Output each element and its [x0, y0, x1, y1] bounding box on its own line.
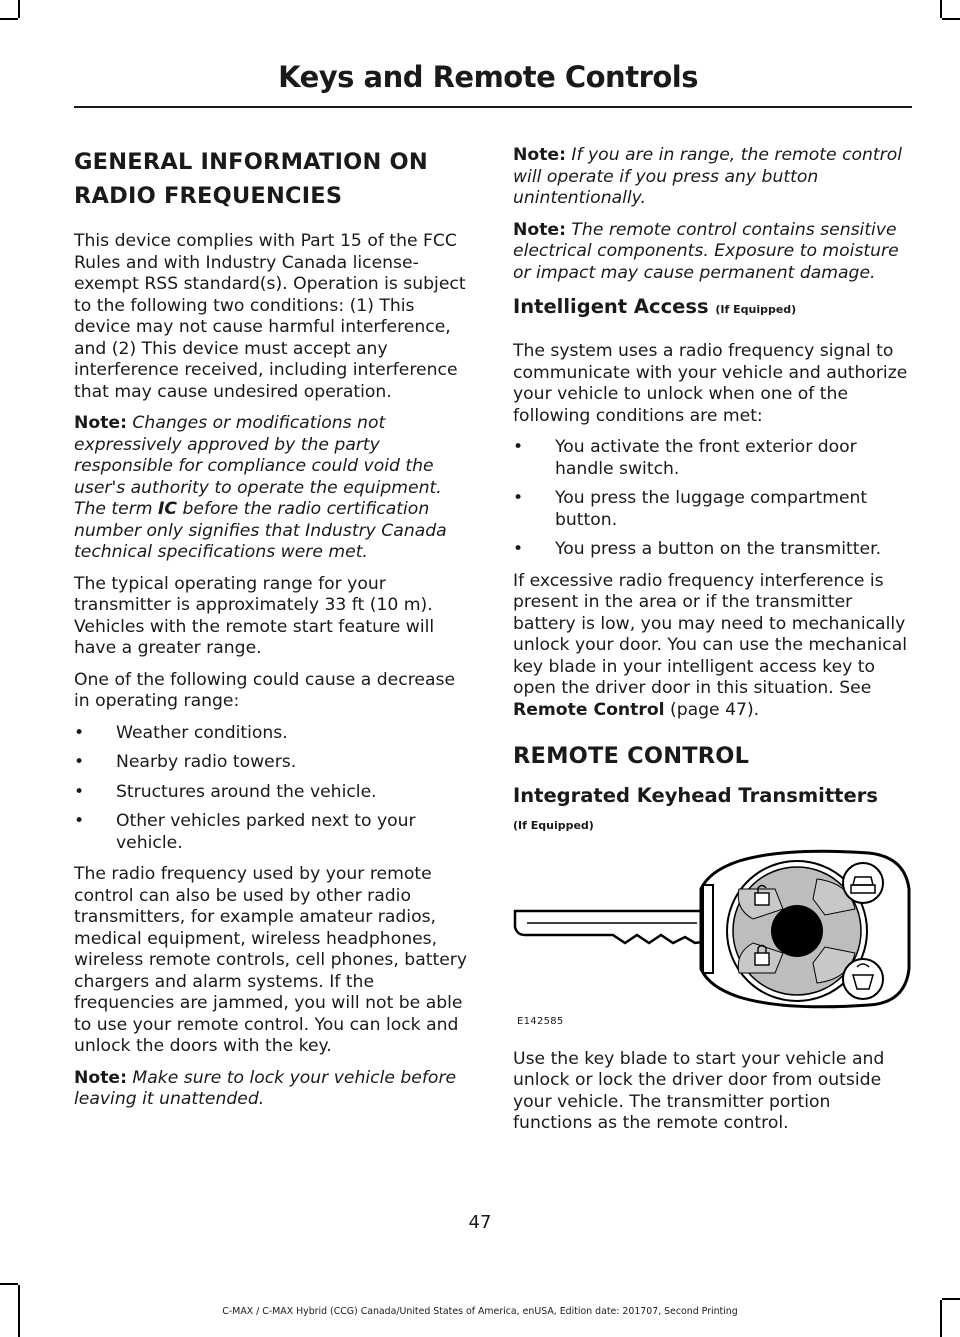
- page-footer: C-MAX / C-MAX Hybrid (CCG) Canada/United States of America, enUSA, Edition date: 201707, Second Printing: [222, 1306, 738, 1317]
- interference-paragraph: If excessive radio frequency interference is present in the area or if the transmitter battery is low, you may need to mechanically unlock your door. You can use the mechanical key blade in your intelligent access key to open the driver door in this situation. See Remote Control (page 47).: [513, 570, 908, 720]
- unlock-conditions-list: [513, 437, 911, 561]
- fcc-compliance-paragraph: This device complies with Part 15 of the FCC Rules and with Industry Canada license-exempt RSS standard(s). Operation is subject to the following two conditions: (1) This device may not cause harmful interference, and (2) This device must accept any interference received, including interference that may cause undesired operation.: [74, 231, 466, 402]
- range-factors-list: [74, 723, 476, 855]
- note-sensitive-components: Note: The remote control contains sensitive electrical components. Exposure to moisture or impact may cause permanent damage.: [513, 219, 899, 283]
- section-heading-remote-control: REMOTE CONTROL: [513, 743, 750, 769]
- operating-range-paragraph: The typical operating range for your transmitter is approximately 33 ft (10 m). Vehicles with the remote start feature will have a greater range.: [74, 573, 435, 658]
- page-header: [74, 58, 912, 108]
- crop-mark: [940, 0, 942, 18]
- left-column: [74, 145, 476, 1121]
- crop-mark: [942, 18, 960, 20]
- subheading-intelligent-access: Intelligent Access (If Equipped): [513, 295, 797, 318]
- section-heading-radio-frequencies: GENERAL INFORMATION ON RADIO FREQUENCIES: [74, 149, 428, 209]
- crop-mark: [942, 1298, 960, 1300]
- right-column: [513, 145, 911, 1145]
- list-item: • Nearby radio towers.: [74, 752, 297, 772]
- note-label: Note:: [74, 1067, 127, 1088]
- figure-code: E142585: [517, 1016, 564, 1027]
- radio-frequency-paragraph: The radio frequency used by your remote control can also be used by other radio transmitters, for example amateur radios, medical equipment, wireless headphones, wireless remote controls, cell phones, battery chargers and alarm systems. If the frequencies are jammed, you will not be able to use your remote control. You can lock and unlock the doors with the key.: [74, 864, 468, 1056]
- list-item: • You activate the front exterior door handle switch.: [513, 437, 857, 479]
- note-range: Note: If you are in range, the remote control will operate if you press any button unintentionally.: [513, 145, 903, 208]
- chapter-title: Keys and Remote Controls: [278, 60, 698, 94]
- intelligent-access-paragraph: The system uses a radio frequency signal to communicate with your vehicle and authorize your vehicle to unlock when one of the following conditions are met:: [513, 341, 908, 426]
- range-decrease-intro: One of the following could cause a decrease in operating range:: [74, 669, 456, 711]
- key-transmitter-figure: [513, 849, 911, 1039]
- note-modifications: Note: Changes or modifications not expressively approved by the party responsible for compliance could void the user's authority to operate the equipment. The term IC before the radio certification number only signifies that Industry Canada technical specifications were met.: [74, 413, 447, 562]
- note-label: Note:: [513, 145, 566, 165]
- keyhead-transmitter-illustration: [513, 849, 911, 1009]
- list-item: • You press a button on the transmitter.: [513, 539, 882, 559]
- crop-mark: [0, 1283, 18, 1285]
- crop-mark: [18, 0, 20, 18]
- key-blade-paragraph: Use the key blade to start your vehicle and unlock or lock the driver door from outside your vehicle. The transmitter portion functions as the remote control.: [513, 1048, 885, 1133]
- subheading-integrated-keyhead: Integrated Keyhead Transmitters: [513, 784, 878, 807]
- if-equipped-label: (If Equipped): [513, 819, 594, 832]
- list-item: • You press the luggage compartment button.: [513, 488, 868, 530]
- note-lock-vehicle: Note: Make sure to lock your vehicle before leaving it unattended.: [74, 1067, 457, 1109]
- note-label: Note:: [74, 413, 127, 433]
- crop-mark: [0, 18, 18, 20]
- list-item: • Weather conditions.: [74, 722, 288, 743]
- page-number: 47: [468, 1212, 492, 1233]
- remote-control-reference-link[interactable]: Remote Control: [513, 699, 665, 720]
- list-item: • Structures around the vehicle.: [74, 781, 377, 802]
- note-label: Note:: [513, 219, 566, 240]
- list-item: • Other vehicles parked next to your vehicle.: [74, 811, 416, 853]
